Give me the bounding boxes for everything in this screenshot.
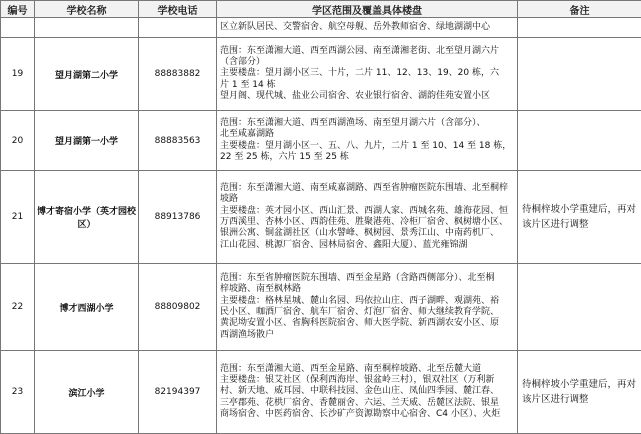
- table-row: [1, 351, 641, 434]
- school-phone: 82194397: [139, 351, 217, 434]
- table-row: [1, 111, 641, 171]
- remark: [518, 264, 641, 351]
- district-scope: [217, 38, 518, 111]
- scope-line: 主要楼盘：格林星城、麓山名园、玛依拉山庄、西子湖畔、观湖苑、裕: [220, 296, 514, 307]
- header-row: [1, 1, 641, 18]
- table-row: [1, 264, 641, 351]
- school-phone: 88883563: [139, 111, 217, 171]
- scope-line: 22 至 25 栋，六片 15 至 25 栋: [220, 152, 514, 163]
- row-number: 19: [1, 38, 35, 111]
- scope-line: 区立新队居民、交警宿舍、航空母舰、岳外教师宿舍、绿地湖湖中心: [220, 22, 514, 33]
- scope-line: 范围：东至潇湘大道、南至咸嘉湖路、西至省肿瘤医院东围墙、北至桐梓: [220, 183, 514, 194]
- school-name: 博才西湖小学: [35, 264, 139, 351]
- header-phone: 学校电话: [139, 1, 217, 18]
- scope-line: 范围：东至潇湘大道、西至西湖渔场、南至望月湖六片（含部分）、: [220, 118, 514, 129]
- district-scope: [217, 171, 518, 264]
- school-phone: 88883882: [139, 38, 217, 111]
- scope-line: 范围：东至潇湘大道、西至金星路、南至桐梓坡路、北至岳麓大道: [220, 364, 514, 375]
- district-scope: [217, 264, 518, 351]
- scope-line: 望月阁、现代城、盐业公司宿舍、农业银行宿舍、湖韵佳苑安置小区: [220, 91, 514, 102]
- header-scope: 学区范围及覆盖具体楼盘: [217, 1, 518, 18]
- header-no: 编号: [1, 1, 35, 18]
- school-phone: 88913786: [139, 171, 217, 264]
- scope-line: 黄泥坳安置小区、省胸科医院宿舍、师大医学院、新西湖农安小区、原: [220, 318, 514, 329]
- scope-line: 西湖渔场散户: [220, 330, 514, 341]
- school-name: [35, 18, 139, 38]
- scope-line: 主要楼盘：银艾社区（保利西海岸、银盆岭三村），银双社区（万利新: [220, 375, 514, 386]
- remark: [518, 18, 641, 38]
- remark: [518, 38, 641, 111]
- scope-line: 三亭郡苑、花栱厂宿舍、香麓丽舍、六运、兰天威、岳麓区法院、银星: [220, 398, 514, 409]
- scope-line: 主要楼盘：英才园小区、西山汇景、西湖人家、西城名苑、雄海花园、恒: [220, 206, 514, 217]
- table-row: [1, 18, 641, 38]
- row-number: [1, 18, 35, 38]
- scope-line: 万西溪里、杏林小区、西韵佳苑、胜聚港苑、冷柜厂宿舍、枫树塘小区、: [220, 217, 514, 228]
- header-note: 备注: [518, 1, 641, 18]
- scope-line: 主要楼盘：望月湖小区一、五、八、九片，二片 1 至 10、14 至 18 栋，: [220, 141, 514, 152]
- scope-line: 村、新天地、威耳园、中联科技园、金色山庄、凤仙四季园、麓江春、: [220, 386, 514, 397]
- school-name: 滨江小学: [35, 351, 139, 434]
- scope-line: 范围：东至省肿瘤医院东围墙、西至金星路（含路西侧部分）、北至桐: [220, 273, 514, 284]
- school-phone: 88809802: [139, 264, 217, 351]
- school-phone: [139, 18, 217, 38]
- row-number: 22: [1, 264, 35, 351]
- table-row: [1, 171, 641, 264]
- row-number: 23: [1, 351, 35, 434]
- row-number: 20: [1, 111, 35, 171]
- scope-line: （含部分）: [220, 57, 514, 68]
- scope-line: 北至咸嘉湖路: [220, 129, 514, 140]
- header-school-name: 学校名称: [35, 1, 139, 18]
- district-scope: [217, 111, 518, 171]
- scope-line: 商场宿舍、中医药宿舍、长沙矿产资源勘察中心宿舍、C4 小区）、火炬: [220, 409, 514, 420]
- district-scope: [217, 18, 518, 38]
- scope-line: 梓坡路、南至枫林路: [220, 284, 514, 295]
- remark: [518, 111, 641, 171]
- remark: 待桐梓坡小学重建后，再对该片区进行调整: [518, 351, 641, 434]
- school-name: 望月湖第二小学: [35, 38, 139, 111]
- scope-line: 主要楼盘：望月湖小区三、十片，二片 11、12、13、19、20 栋，六: [220, 68, 514, 79]
- scope-line: 江山花园、桃源厂宿舍、园林局宿舍、鑫阳大厦）、蓝光雍锦湖: [220, 240, 514, 251]
- scope-line: 民小区、咖酒厂宿舍、航车厂宿舍、灯泡厂宿舍、师大继续教育学院、: [220, 307, 514, 318]
- scope-line: 银洲公寓、铜盆湖社区（山水譬峰、枫树园、景秀江山、中南药机厂、: [220, 228, 514, 239]
- scope-line: 片 1 至 14 栋: [220, 80, 514, 91]
- district-scope: [217, 351, 518, 434]
- school-name: 望月湖第一小学: [35, 111, 139, 171]
- school-name: 博才寄宿小学（英才园校区）: [35, 171, 139, 264]
- row-number: 21: [1, 171, 35, 264]
- scope-line: 范围：东至潇湘大道、西至西湖公园、南至潇湘老街、北至望月湖六片: [220, 46, 514, 57]
- remark: 待桐梓坡小学重建后，再对该片区进行调整: [518, 171, 641, 264]
- table-row: [1, 38, 641, 111]
- scope-line: 坡路: [220, 194, 514, 205]
